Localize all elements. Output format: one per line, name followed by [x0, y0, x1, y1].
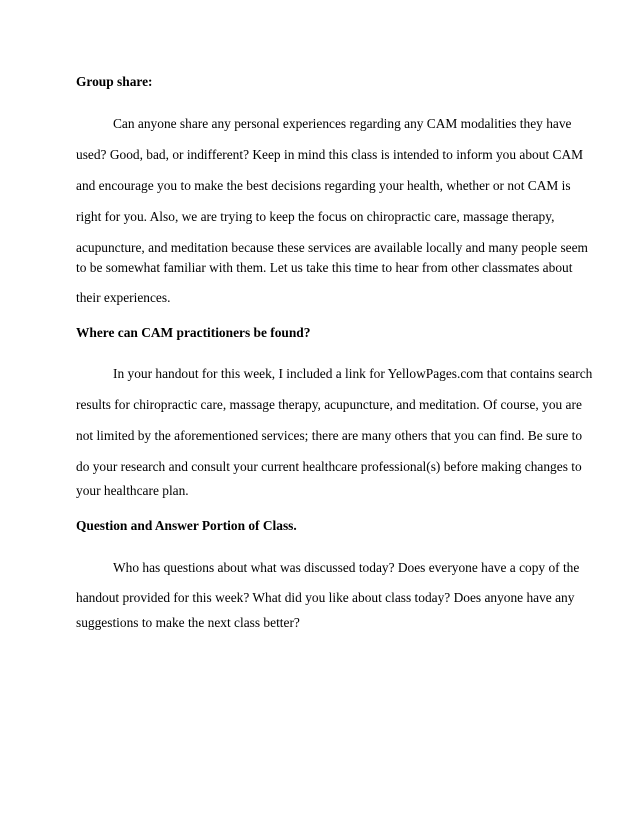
section-heading-qa: Question and Answer Portion of Class. — [76, 518, 297, 533]
paragraph-line: acupuncture, and meditation because these services are available locally and many people seem — [76, 240, 588, 255]
paragraph-line: suggestions to make the next class better? — [76, 615, 300, 630]
paragraph-line: handout provided for this week? What did you like about class today? Does anyone have any — [76, 590, 575, 605]
paragraph-line: and encourage you to make the best decisions regarding your health, whether or not CAM is — [76, 178, 571, 193]
paragraph-line: do your research and consult your current healthcare professional(s) before making changes to — [76, 459, 582, 474]
section-heading-practitioners: Where can CAM practitioners be found? — [76, 325, 311, 340]
paragraph-line: Can anyone share any personal experiences regarding any CAM modalities they have — [113, 116, 572, 131]
paragraph-line: to be somewhat familiar with them. Let us take this time to hear from other classmates about — [76, 260, 573, 275]
paragraph-line: results for chiropractic care, massage therapy, acupuncture, and meditation. Of course, you are — [76, 397, 582, 412]
paragraph-line: In your handout for this week, I included a link for YellowPages.com that contains search — [113, 366, 593, 381]
section-heading-group-share: Group share: — [76, 74, 153, 89]
paragraph-line: right for you. Also, we are trying to keep the focus on chiropractic care, massage therapy, — [76, 209, 555, 224]
paragraph-line: their experiences. — [76, 290, 171, 305]
paragraph-line: your healthcare plan. — [76, 483, 189, 498]
paragraph-line: not limited by the aforementioned services; there are many others that you can find. Be sure to — [76, 428, 583, 443]
paragraph-line: used? Good, bad, or indifferent? Keep in mind this class is intended to inform you about CAM — [76, 147, 584, 162]
paragraph-line: Who has questions about what was discussed today? Does everyone have a copy of the — [113, 560, 580, 575]
